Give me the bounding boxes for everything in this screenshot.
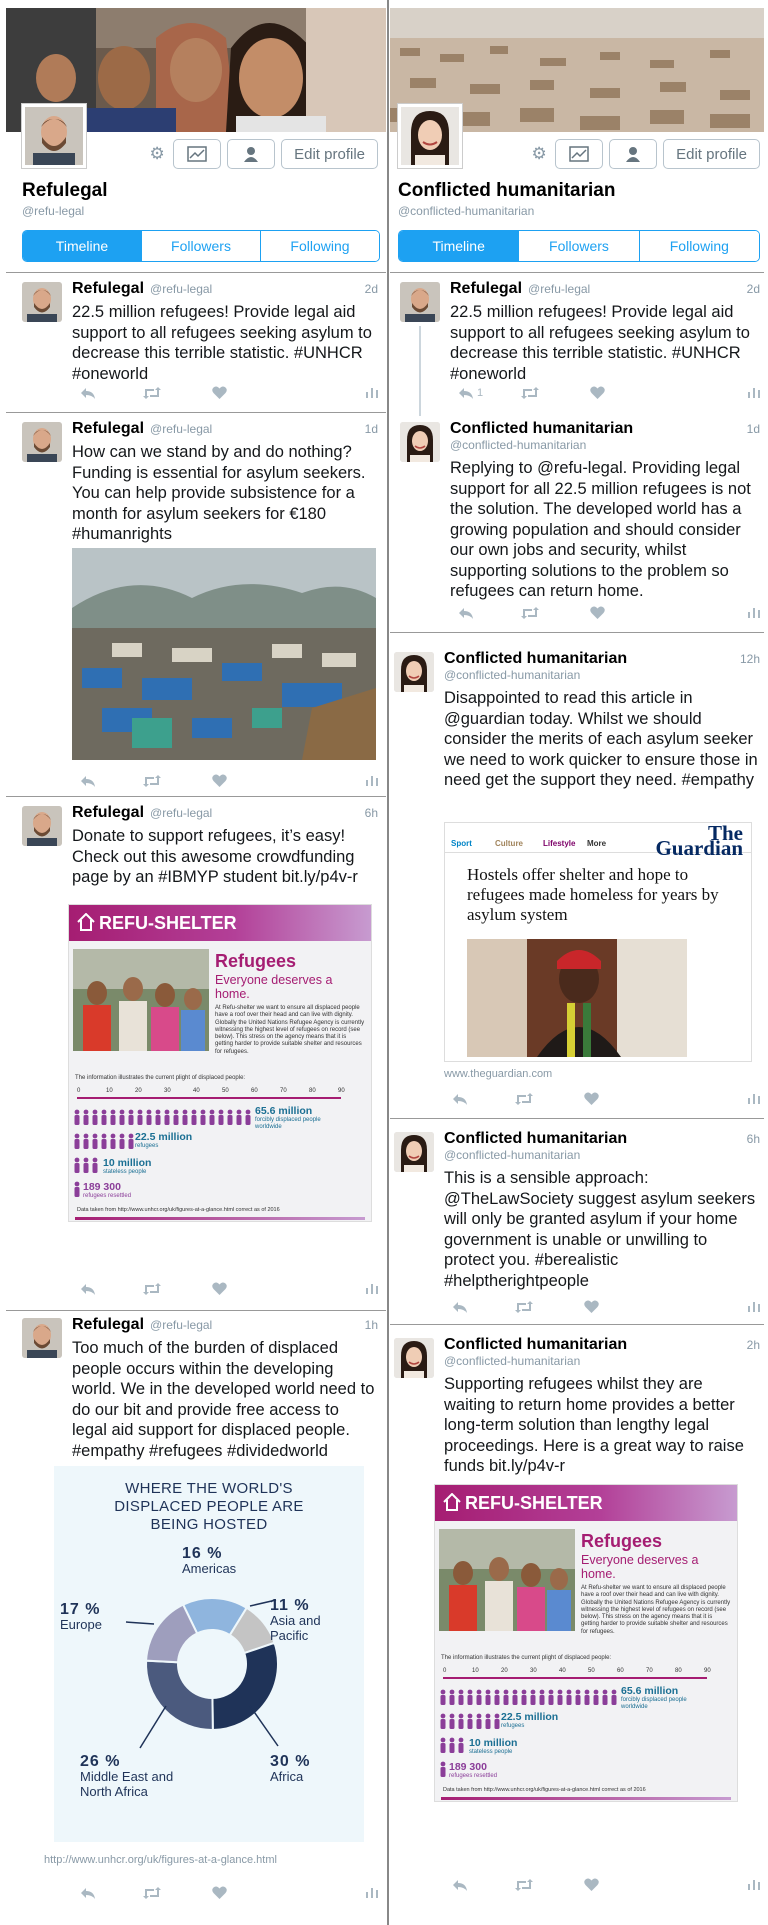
profile-actions (529, 139, 760, 169)
tweet-handle: @refu-legal (528, 282, 591, 296)
reply-button[interactable] (452, 1092, 468, 1106)
tweet-handle: @conflicted-humanitarian (450, 438, 587, 452)
tweet-author[interactable]: Conflicted humanitarian (444, 650, 628, 667)
stats-button[interactable] (366, 774, 378, 786)
retweet-icon (514, 1878, 534, 1892)
tweet-actions (72, 1886, 378, 1904)
children-photo (439, 1529, 575, 1631)
thread-connector (419, 326, 421, 416)
stat-resettled: 189 300 (449, 1761, 487, 1773)
analytics-icon (748, 606, 760, 618)
stats-button[interactable] (748, 606, 760, 618)
heart-icon (584, 1300, 599, 1313)
retweet-icon (514, 1092, 534, 1106)
stat-refugees-label: refugees (501, 1723, 525, 1729)
heart-icon (584, 1092, 599, 1105)
retweet-icon (520, 606, 540, 620)
tweet-handle: @refu-legal (150, 1318, 213, 1332)
stat-resettled-label: refugees resettled (449, 1773, 498, 1779)
tweet-author[interactable]: Refulegal (72, 420, 145, 437)
tweet-text: Disappointed to read this article in @guardian today. Whilst we should consider the merits of each asylum seeker we need to work quicker to ensure those in need get the support they need. #empathy (444, 689, 758, 789)
tweet-header (72, 1316, 378, 1334)
tweet[interactable] (394, 652, 760, 1112)
refugee-people-icons (73, 1133, 136, 1151)
value-europe: 17 % (60, 1601, 101, 1618)
reply-button[interactable] (452, 1878, 468, 1892)
stateless-people-icons (73, 1157, 100, 1175)
chart-icon (569, 146, 589, 162)
analytics-button[interactable] (555, 139, 603, 169)
tweet-header (450, 280, 760, 298)
gear-icon[interactable]: ⚙ (149, 144, 165, 163)
guardian-article-card[interactable] (444, 822, 752, 1062)
tweet-actions (444, 1300, 760, 1318)
analytics-icon (748, 1300, 760, 1312)
divider (6, 1310, 386, 1311)
value-americas: 16 % (182, 1545, 223, 1562)
scale-tick: 10 (106, 1088, 113, 1094)
tweet-actions (72, 386, 378, 404)
divider (6, 412, 386, 413)
like-button[interactable] (590, 606, 605, 619)
tweet[interactable] (22, 806, 378, 1306)
refu-shelter-infographic[interactable] (68, 904, 372, 1222)
tweet-text: Supporting refugees whilst they are waiting to return home provides a better long-term solution than lengthy legal proceedings. Here is a great way to raise funds bit.ly/p4v-r (444, 1375, 744, 1475)
tweet-header (72, 280, 378, 298)
tweet-time[interactable]: 2d (746, 282, 760, 296)
profile-avatar[interactable] (398, 104, 462, 168)
tweet-text: Too much of the burden of displaced people occurs within the developing world. We in the developed world need to do our bit and provide free access to legal aid support for displaced people. #empathy #refugees #dividedworld (72, 1339, 375, 1460)
retweet-icon (142, 386, 162, 400)
stats-button[interactable] (366, 1886, 378, 1898)
profile-name: Conflicted humanitarian (398, 180, 616, 201)
stats-button[interactable] (366, 386, 378, 398)
label-asia-pacific (270, 1598, 321, 1643)
scale-tick: 20 (135, 1088, 142, 1094)
stats-button[interactable] (748, 1092, 760, 1104)
stat-refugees-label: refugees (135, 1143, 159, 1149)
infographic-header (69, 905, 371, 941)
reply-button[interactable] (80, 1886, 96, 1900)
retweet-button[interactable] (514, 1300, 534, 1314)
tweet-author[interactable]: Refulegal (450, 280, 523, 297)
stat-displaced: 65.6 million (255, 1105, 313, 1117)
stat-resettled-label: refugees resettled (83, 1193, 132, 1199)
infographic-brand: REFU-SHELTER (465, 1492, 603, 1513)
label-leader-line (250, 1706, 278, 1746)
avatar[interactable] (394, 1132, 434, 1172)
retweet-button[interactable] (514, 1092, 534, 1106)
reply-icon (80, 1282, 96, 1296)
heart-icon (212, 1282, 227, 1295)
stat-displaced: 65.6 million (621, 1685, 679, 1697)
tweet-time[interactable]: 1d (746, 422, 760, 436)
heart-icon (590, 386, 605, 399)
retweet-icon (514, 1300, 534, 1314)
children-photo (73, 949, 209, 1051)
analytics-icon (366, 1886, 378, 1898)
profile-tabs (22, 230, 380, 262)
stats-button[interactable] (748, 1300, 760, 1312)
tweet-header (72, 804, 378, 822)
avatar[interactable] (394, 652, 434, 692)
tweet[interactable] (394, 1132, 760, 1322)
reply-button[interactable] (80, 774, 96, 788)
tweet-time[interactable]: 6h (364, 806, 378, 820)
stat-stateless: 10 million (469, 1737, 518, 1749)
infographic-header (435, 1485, 737, 1521)
scale-tick: 20 (501, 1668, 508, 1674)
profile-handle: @conflicted-humanitarian (398, 204, 535, 218)
infographic-footer-bar (441, 1797, 731, 1800)
reply-count: 1 (477, 387, 484, 399)
tab-following[interactable]: Following (640, 231, 759, 261)
stat-displaced-label: forcibly displaced people worldwide (255, 1117, 321, 1130)
name-mena-2: North Africa (80, 1784, 148, 1799)
infographic-paragraph: At Refu-shelter we want to ensure all displaced people have a roof over their head and can live with dignity. Globally the United Nations Refugee Agency is currently witnessing the highest level of refugees on record (see below). This stress on the agency means that it is getting harder to provide suitable shelter and resources for refugees. (581, 1585, 731, 1635)
name-africa: Africa (270, 1769, 304, 1784)
chart-title-text: WHERE THE WORLD'S DISPLACED PEOPLE ARE BEING HOSTED (114, 1480, 304, 1533)
scale-tick: 0 (77, 1088, 81, 1094)
infographic-illustrates: The information illustrates the current plight of displaced people: (441, 1655, 612, 1661)
divider (390, 1118, 764, 1119)
reply-icon (80, 1886, 96, 1900)
infographic-footer-bar (75, 1217, 365, 1220)
refugee-people-icons (439, 1713, 502, 1731)
tab-followers[interactable]: Followers (519, 231, 639, 261)
scale-tick: 40 (193, 1088, 200, 1094)
label-africa (270, 1754, 310, 1784)
person-icon (625, 146, 641, 162)
label-leader-line (126, 1622, 154, 1624)
analytics-icon (366, 1282, 378, 1294)
stat-stateless: 10 million (103, 1157, 152, 1169)
value-asia: 11 % (270, 1597, 310, 1614)
heart-icon (212, 1886, 227, 1899)
tweet-time[interactable]: 1d (364, 422, 378, 436)
infographic-title: Refugees (581, 1531, 663, 1551)
tweet-actions (450, 606, 760, 624)
guardian-logo-text: The Guardian (655, 822, 743, 860)
profile-name: Refulegal (22, 180, 108, 201)
reply-button[interactable] (458, 386, 483, 400)
infographic-footer: Data taken from http://www.unhcr.org/uk/figures-at-a-glance.html correct as of 2016 (443, 1787, 646, 1793)
tweet-time[interactable]: 6h (746, 1132, 760, 1146)
profile-actions (147, 139, 378, 169)
scale-tick: 70 (646, 1668, 653, 1674)
tab-timeline[interactable]: Timeline (399, 231, 519, 261)
stats-button[interactable] (366, 1282, 378, 1294)
stat-displaced-label: forcibly displaced people worldwide (621, 1697, 687, 1710)
house-icon (77, 913, 95, 931)
like-button[interactable] (212, 774, 227, 787)
name-mena-1: Middle East and (80, 1769, 174, 1784)
article-headline: Hostels offer shelter and hope to refugees made homeless for years by asylum system (467, 865, 719, 924)
donut-slice-middle-east-and-north-africa[interactable] (146, 1661, 213, 1730)
tweet-time[interactable]: 2d (364, 282, 378, 296)
reply-button[interactable] (452, 1300, 468, 1314)
scale-tick: 90 (338, 1088, 345, 1094)
name-europe: Europe (60, 1617, 102, 1632)
retweet-button[interactable] (142, 1886, 162, 1900)
displaced-people-icons (439, 1689, 619, 1707)
reply-icon (458, 386, 474, 400)
gear-icon[interactable]: ⚙ (531, 144, 547, 163)
column-divider (387, 0, 389, 1925)
retweet-button[interactable] (520, 386, 540, 400)
retweet-icon (142, 1282, 162, 1296)
profile-handle: @refu-legal (22, 204, 85, 218)
analytics-icon (366, 386, 378, 398)
divider (390, 1324, 764, 1325)
like-button[interactable] (584, 1300, 599, 1313)
label-mena (80, 1754, 173, 1799)
like-button[interactable] (212, 1282, 227, 1295)
infographic-footer: Data taken from http://www.unhcr.org/uk/figures-at-a-glance.html correct as of 2016 (77, 1207, 280, 1213)
divider (6, 272, 386, 273)
retweet-button[interactable] (142, 1282, 162, 1296)
analytics-icon (748, 1092, 760, 1104)
retweet-icon (142, 774, 162, 788)
reply-icon (458, 606, 474, 620)
scale-tick: 90 (704, 1668, 711, 1674)
article-photo (467, 939, 687, 1057)
avatar[interactable] (22, 282, 62, 322)
value-africa: 30 % (270, 1753, 311, 1770)
scale-tick: 60 (251, 1088, 258, 1094)
tweet[interactable] (400, 282, 760, 402)
value-mena: 26 % (80, 1753, 121, 1770)
tweet-handle: @refu-legal (150, 806, 213, 820)
infographic-subtitle: Everyone deserves a home. (215, 973, 333, 1001)
profile-avatar[interactable] (22, 104, 86, 168)
tweet-time[interactable]: 1h (364, 1318, 378, 1332)
infographic-scale (77, 1088, 345, 1104)
nav-more[interactable]: More (587, 839, 607, 848)
profile-person-button[interactable] (609, 139, 657, 169)
displaced-people-icons (73, 1109, 253, 1127)
infographic-title: Refugees (215, 951, 297, 971)
nav-lifestyle[interactable]: Lifestyle (543, 839, 576, 848)
nav-sport[interactable]: Sport (451, 839, 472, 848)
tweet-text: This is a sensible approach: @TheLawSociety suggest asylum seekers will only be granted asylum if your home government is unable or unwilling to protect you. #berealistic #helptherightpeople (444, 1169, 756, 1290)
profile-tabs (398, 230, 760, 262)
analytics-icon (748, 1878, 760, 1890)
tweet-text: Donate to support refugees, it’s easy! Check out this awesome crowdfunding page by an #IBMYP student bit.ly/p4v-r (72, 827, 358, 886)
tab-followers[interactable]: Followers (142, 231, 261, 261)
tweet-time[interactable]: 12h (739, 652, 760, 666)
donut-chart[interactable] (54, 1466, 364, 1842)
heart-icon (584, 1878, 599, 1891)
divider (390, 272, 764, 273)
avatar[interactable] (22, 1318, 62, 1358)
stat-refugees: 22.5 million (501, 1711, 559, 1723)
heart-icon (212, 386, 227, 399)
analytics-button[interactable] (173, 139, 221, 169)
name-asia-2: Pacific (270, 1628, 309, 1643)
tweet-link[interactable]: http://www.unhcr.org/uk/figures-at-a-glance.html (44, 1854, 277, 1866)
donut-slice-africa[interactable] (212, 1643, 278, 1730)
tweet-handle: @refu-legal (150, 422, 213, 436)
resettled-people-icons (73, 1181, 82, 1199)
stats-button[interactable] (748, 1878, 760, 1890)
tweet-handle: @refu-legal (150, 282, 213, 296)
tweet-text: 22.5 million refugees! Provide legal aid support to all refugees seeking asylum to decrease this terrible statistic. #UNHCR #oneworld (72, 303, 372, 383)
tweet-actions (72, 1282, 378, 1300)
name-americas: Americas (182, 1561, 237, 1576)
infographic-brand: REFU-SHELTER (99, 912, 237, 933)
like-button[interactable] (584, 1878, 599, 1891)
retweet-button[interactable] (520, 606, 540, 620)
avatar[interactable] (22, 806, 62, 846)
tweet-actions (444, 1878, 760, 1896)
house-icon (443, 1493, 461, 1511)
label-americas (182, 1546, 236, 1576)
tweet-link[interactable]: www.theguardian.com (444, 1068, 553, 1080)
heart-icon (212, 774, 227, 787)
retweet-button[interactable] (142, 386, 162, 400)
tweet[interactable] (22, 282, 378, 402)
reply-icon (452, 1092, 468, 1106)
resettled-people-icons (439, 1761, 448, 1779)
refugee-camp-photo[interactable] (72, 548, 376, 760)
nav-culture[interactable]: Culture (495, 839, 523, 848)
tweet[interactable] (394, 1338, 760, 1918)
avatar[interactable] (22, 422, 62, 462)
retweet-icon (142, 1886, 162, 1900)
reply-icon (452, 1878, 468, 1892)
analytics-icon (748, 386, 760, 398)
tab-timeline[interactable]: Timeline (23, 231, 142, 261)
retweet-icon (520, 386, 540, 400)
stat-stateless-label: stateless people (469, 1749, 513, 1755)
retweet-button[interactable] (514, 1878, 534, 1892)
heart-icon (590, 606, 605, 619)
scale-tick: 30 (164, 1088, 171, 1094)
label-europe (60, 1602, 102, 1632)
reply-button[interactable] (80, 386, 96, 400)
edit-profile-button[interactable]: Edit profile (663, 139, 760, 169)
guardian-logo[interactable] (653, 822, 743, 860)
tweet-header (444, 650, 760, 668)
tweet-header (444, 1130, 760, 1148)
like-button[interactable] (584, 1092, 599, 1105)
refu-shelter-infographic[interactable] (434, 1484, 738, 1802)
tweet-header (450, 420, 760, 438)
tweet-header (72, 420, 378, 438)
label-leader-line (140, 1706, 166, 1748)
like-button[interactable] (590, 386, 605, 399)
tweet[interactable] (22, 422, 378, 792)
stats-button[interactable] (748, 386, 760, 398)
tweet[interactable] (400, 422, 760, 622)
tweet-author[interactable]: Conflicted humanitarian (444, 1130, 628, 1147)
tweet-handle: @conflicted-humanitarian (444, 1354, 581, 1368)
chart-icon (187, 146, 207, 162)
stat-stateless-label: stateless people (103, 1169, 147, 1175)
profile-person-button[interactable] (227, 139, 275, 169)
divider (6, 796, 386, 797)
tweet-actions (72, 774, 378, 792)
tweet[interactable] (22, 1318, 378, 1918)
tweet-text: How can we stand by and do nothing? Funding is essential for asylum seekers. You can help provide subsistence for a month for asylum seekers for €180 #humanrights (72, 443, 366, 543)
analytics-icon (366, 774, 378, 786)
tweet-time[interactable]: 2h (746, 1338, 760, 1352)
tweet-author[interactable]: Refulegal (72, 1316, 145, 1333)
guardian-nav (445, 822, 751, 860)
name-asia-1: Asia and (270, 1613, 321, 1628)
divider (390, 632, 764, 633)
scale-tick: 10 (472, 1668, 479, 1674)
like-button[interactable] (212, 386, 227, 399)
avatar[interactable] (400, 422, 440, 462)
stat-refugees: 22.5 million (135, 1131, 193, 1143)
avatar[interactable] (394, 1338, 434, 1378)
tweet-header (444, 1336, 760, 1354)
scale-tick: 70 (280, 1088, 287, 1094)
scale-tick: 50 (222, 1088, 229, 1094)
scale-tick: 80 (675, 1668, 682, 1674)
tweet-handle: @conflicted-humanitarian (444, 1148, 581, 1162)
scale-tick: 60 (617, 1668, 624, 1674)
reply-button[interactable] (458, 606, 474, 620)
scale-tick: 30 (530, 1668, 537, 1674)
scale-tick: 80 (309, 1088, 316, 1094)
stateless-people-icons (439, 1737, 466, 1755)
tweet-text: 22.5 million refugees! Provide legal aid support to all refugees seeking asylum to decrease this terrible statistic. #UNHCR #oneworld (450, 303, 750, 383)
avatar[interactable] (400, 282, 440, 322)
scale-tick: 40 (559, 1668, 566, 1674)
infographic-paragraph: At Refu-shelter we want to ensure all displaced people have a roof over their head and can live with dignity. Globally the United Nations Refugee Agency is currently witnessing the highest level of refugees on record (see below). This stress on the agency means that it is getting harder to provide suitable shelter and resources for refugees. (215, 1005, 365, 1055)
edit-profile-button[interactable]: Edit profile (281, 139, 378, 169)
reply-icon (80, 386, 96, 400)
tweet-author[interactable]: Refulegal (72, 804, 145, 821)
tweet-text: Replying to @refu-legal. Providing legal support for all 22.5 million refugees is not the solution. The developed world has a growing population and should consider our own jobs and security, whilst supporting solutions to the problem so refugees can return home. (450, 459, 751, 600)
like-button[interactable] (212, 1886, 227, 1899)
stat-resettled: 189 300 (83, 1181, 121, 1193)
tweet-actions (450, 386, 760, 404)
scale-tick: 0 (443, 1668, 447, 1674)
tab-following[interactable]: Following (261, 231, 379, 261)
reply-icon (452, 1300, 468, 1314)
tweet-handle: @conflicted-humanitarian (444, 668, 581, 682)
infographic-subtitle: Everyone deserves a home. (581, 1553, 699, 1581)
reply-button[interactable] (80, 1282, 96, 1296)
tweet-actions (444, 1092, 760, 1110)
tweet-author[interactable]: Conflicted humanitarian (444, 1336, 628, 1353)
retweet-button[interactable] (142, 774, 162, 788)
person-icon (243, 146, 259, 162)
tweet-author[interactable]: Refulegal (72, 280, 145, 297)
infographic-scale (443, 1668, 711, 1684)
infographic-illustrates: The information illustrates the current plight of displaced people: (75, 1075, 246, 1081)
reply-icon (80, 774, 96, 788)
scale-tick: 50 (588, 1668, 595, 1674)
tweet-author[interactable]: Conflicted humanitarian (450, 420, 634, 437)
